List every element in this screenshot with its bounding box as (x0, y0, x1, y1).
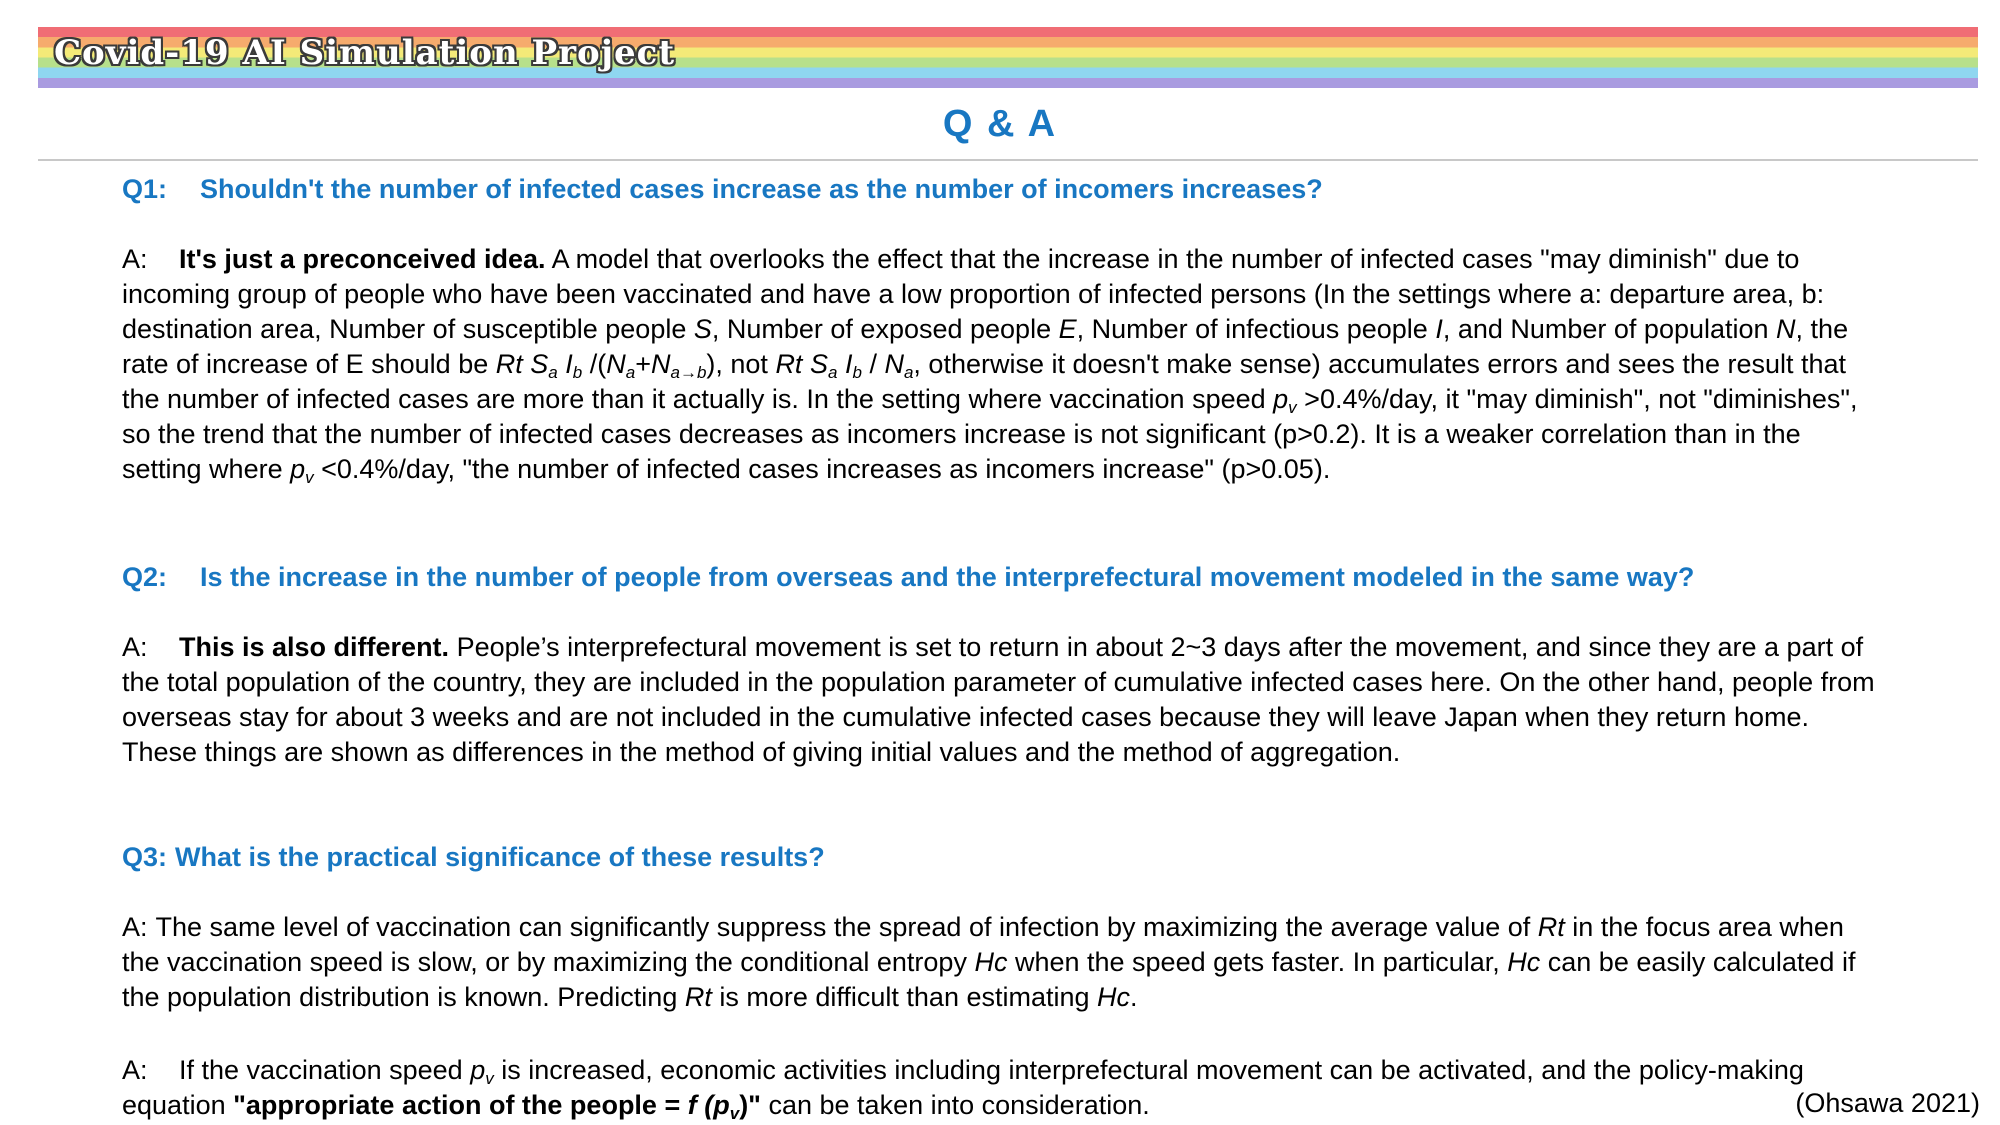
answer-3b: A: If the vaccination speed $p_v$ is increased, economic activities including interprefectural movement can be activated, and the policy-making equation "appropriate action of the people = f $(p_v)$" can be taken into consideration. (122, 1055, 1804, 1123)
page-title: Q & A (942, 103, 1058, 145)
formula-correct: Rt $S_a$ $I_b$ $/(N_a+N_{a\to b})$, not (495, 349, 776, 382)
answer-prefix: A: (122, 244, 148, 274)
question-text: What is the practical significance of these results? (175, 842, 825, 872)
question-number: Q3: (122, 842, 168, 872)
formula-incorrect: Rt $S_a$ $I_b / N_a$ (775, 349, 914, 382)
question-2 (122, 562, 1694, 593)
answer-prefix: A: (122, 912, 148, 942)
answer-prefix: A: (122, 632, 148, 662)
question-text: Shouldn't the number of infected cases increase as the number of incomers increases? (200, 174, 1323, 204)
answer-1: A: It's just a preconceived idea. A model that overlooks the effect that the increase in the number of infected cases "may diminish" due to incoming group of people who have been vaccinated and have a low proportion of infected persons (In the settings where a: departure area, b: destination area, Number of susceptible people S, Number of exposed people E, Number of infectious people I, and Number of population N, the rate of increase of E should be Rt $S_a$ $I_b$ $/(N_a+N_{a\to b})$, not Rt $S_a$ $I_b / N_a$, otherwise it doesn't make sense) accumulates errors and sees the result that the number of infected cases are more than it actually is. In the setting where vaccination speed $p_v >0.4\%/day$, it "may diminish", not "diminishes", so the trend that the number of infected cases decreases as incomers increase is not significant (p>0.2). It is a weaker correlation than in the setting where $p_v <0.4\%/day$, "the number of infected cases increases as incomers increase" (p>0.05). (122, 244, 1858, 487)
question-1 (122, 174, 1323, 205)
answer-lead: This is also different. (179, 632, 450, 662)
question-text: Is the increase in the number of people from overseas and the interprefectural movement modeled in the same way? (200, 562, 1695, 592)
question-number: Q2: (122, 562, 168, 592)
question-number: Q1: (122, 174, 168, 204)
question-3 (122, 842, 825, 873)
answer-lead: It's just a preconceived idea. (179, 244, 546, 274)
title-banner (38, 27, 1978, 88)
answer-2: A: This is also different. People’s interprefectural movement is set to return in about 2~3 days after the movement, and since they are a part of the total population of the country, they are included in the population parameter of cumulative infected cases here. On the other hand, people from overseas stay for about 3 weeks and are not included in the cumulative infected cases because they will leave Japan when they return home. These things are shown as differences in the method of giving initial values and the method of aggregation. (122, 632, 1875, 767)
policy-equation: "appropriate action of the people = f $(p_v)$" (233, 1090, 761, 1123)
banner-title: Covid-19 AI Simulation Project (54, 33, 676, 73)
answer-3a: A: The same level of vaccination can significantly suppress the spread of infection by maximizing the average value of Rt in the focus area when the vaccination speed is slow, or by maximizing the conditional entropy Hc when the speed gets faster. In particular, Hc can be easily calculated if the population distribution is known. Predicting Rt is more difficult than estimating Hc. (122, 912, 1856, 1012)
title-divider (38, 159, 1978, 161)
citation-credit: (Ohsawa 2021) (1795, 1088, 1980, 1118)
answer-prefix: A: (122, 1055, 148, 1085)
